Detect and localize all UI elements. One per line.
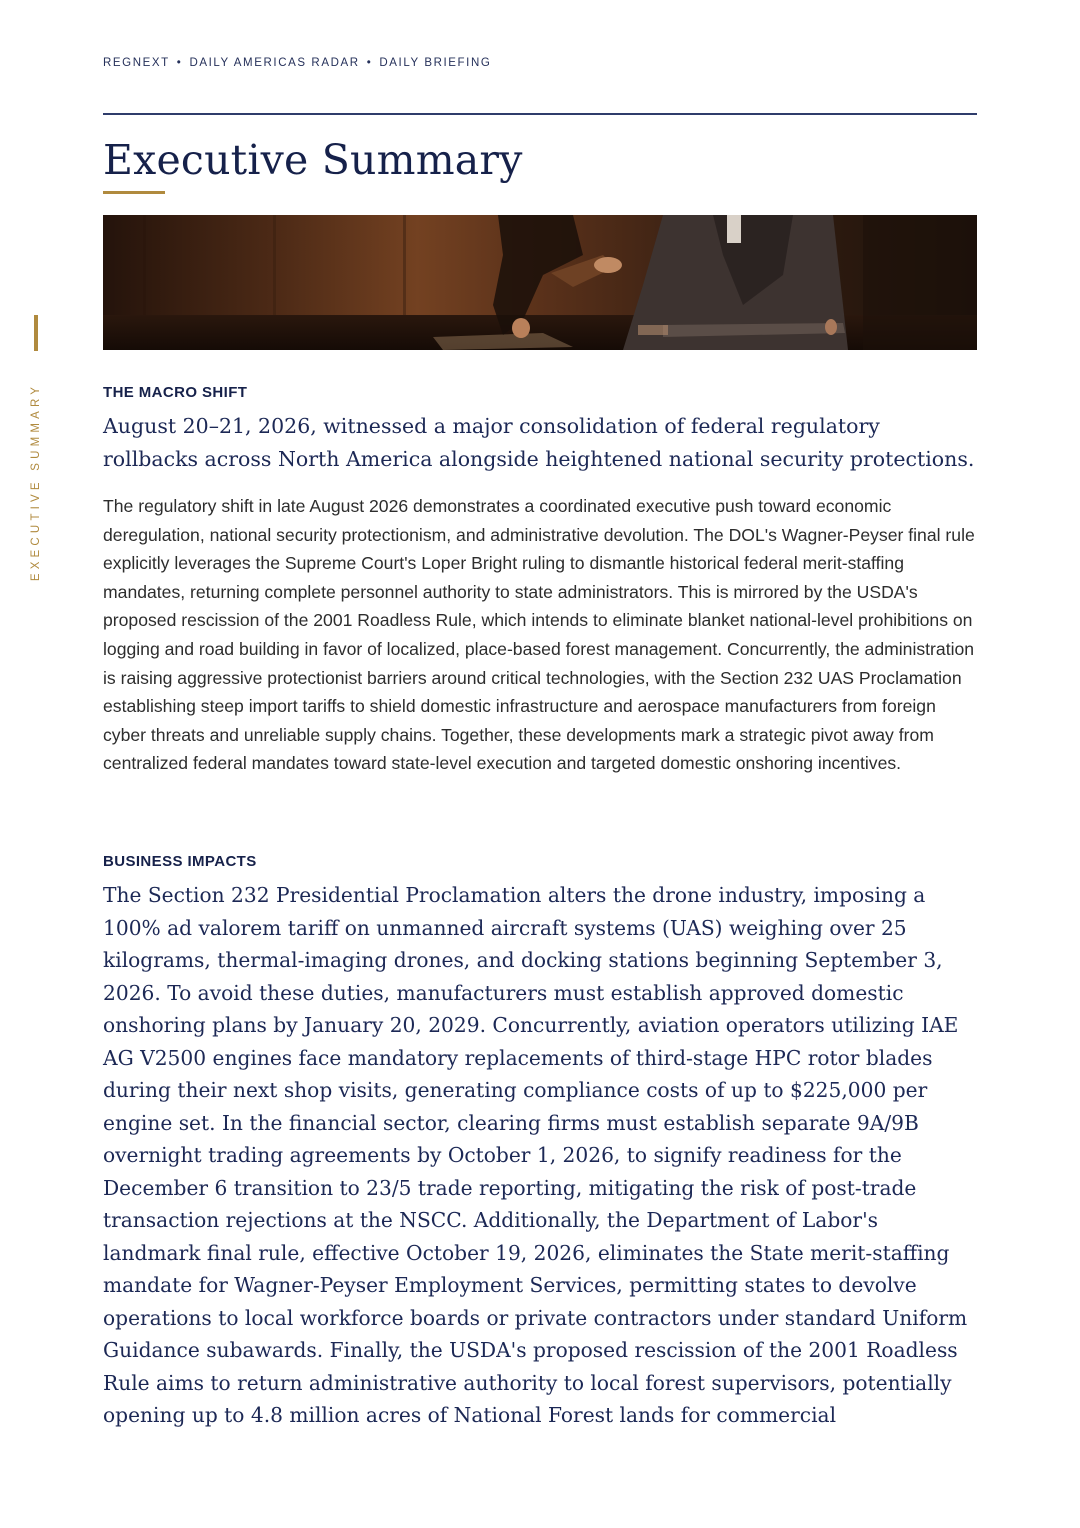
breadcrumb bbox=[103, 57, 491, 69]
breadcrumb-separator: • bbox=[366, 57, 373, 69]
title-accent-underline bbox=[103, 191, 165, 194]
header-divider bbox=[103, 113, 977, 115]
section-heading-macro: THE MACRO SHIFT bbox=[103, 384, 248, 401]
hero-image bbox=[103, 215, 977, 350]
macro-lead-paragraph: August 20–21, 2026, witnessed a major consolidation of federal regulatory rollbacks across North America alongside heightened national security protections. bbox=[103, 414, 975, 471]
side-section-label: EXECUTIVE SUMMARY bbox=[30, 382, 42, 582]
hero-photo-illustration bbox=[103, 215, 977, 350]
breadcrumb-item-brand[interactable]: REGNEXT bbox=[103, 57, 170, 69]
macro-body-paragraph: The regulatory shift in late August 2026 demonstrates a coordinated executive push toward economic deregulation, national security protectionism, and administrative devolution. The DOL's Wagner-Peyser final rule explicitly leverages the Supreme Court's Loper Bright ruling to dismantle historical federal merit-staffing mandates, returning complete personnel authority to state administrators. This is mirrored by the USDA's proposed rescission of the 2001 Roadless Rule, which intends to eliminate blanket national-level prohibitions on logging and road building in favor of localized, place-based forest management. Concurrently, the administration is raising aggressive protectionist barriers around critical technologies, with the Section 232 UAS Proclamation establishing steep import tariffs to shield domestic infrastructure and aerospace manufacturers from foreign cyber threats and unreliable supply chains. Together, these developments mark a strategic pivot away from centralized federal mandates toward state-level execution and targeted domestic onshoring incentives. bbox=[103, 496, 975, 774]
business-lead-paragraph: The Section 232 Presidential Proclamation alters the drone industry, imposing a 100% ad valorem tariff on unmanned aircraft systems (UAS) weighing over 25 kilograms, thermal-imaging drones, and docking stations beginning September 3, 2026. To avoid these duties, manufacturers must establish approved domestic onshoring plans by January 20, 2029. Concurrently, aviation operators utilizing IAE AG V2500 engines face mandatory replacements of third-stage HPC rotor blades during their next shop visits, generating compliance costs of up to $225,000 per engine set. In the financial sector, clearing firms must establish separate 9A/9B overnight trading agreements by October 1, 2026, to signify readiness for the December 6 transition to 23/5 trade reporting, mitigating the risk of post-trade transaction rejections at the NSCC. Additionally, the Department of Labor's landmark final rule, effective October 19, 2026, eliminates the State merit-staffing mandate for Wagner-Peyser Employment Services, permitting states to devolve operations to local workforce boards or private contractors under standard Uniform Guidance subawards. Finally, the USDA's proposed rescission of the 2001 Roadless Rule aims to return administrative authority to local forest supervisors, potentially opening up to 4.8 million acres of National Forest lands for commercial bbox=[103, 883, 968, 1427]
breadcrumb-item-radar[interactable]: DAILY AMERICAS RADAR bbox=[189, 57, 360, 69]
section-heading-business: BUSINESS IMPACTS bbox=[103, 853, 257, 870]
breadcrumb-item-briefing[interactable]: DAILY BRIEFING bbox=[379, 57, 492, 69]
page-title: Executive Summary bbox=[103, 136, 523, 184]
breadcrumb-separator: • bbox=[176, 57, 183, 69]
side-accent-bar bbox=[34, 315, 38, 351]
